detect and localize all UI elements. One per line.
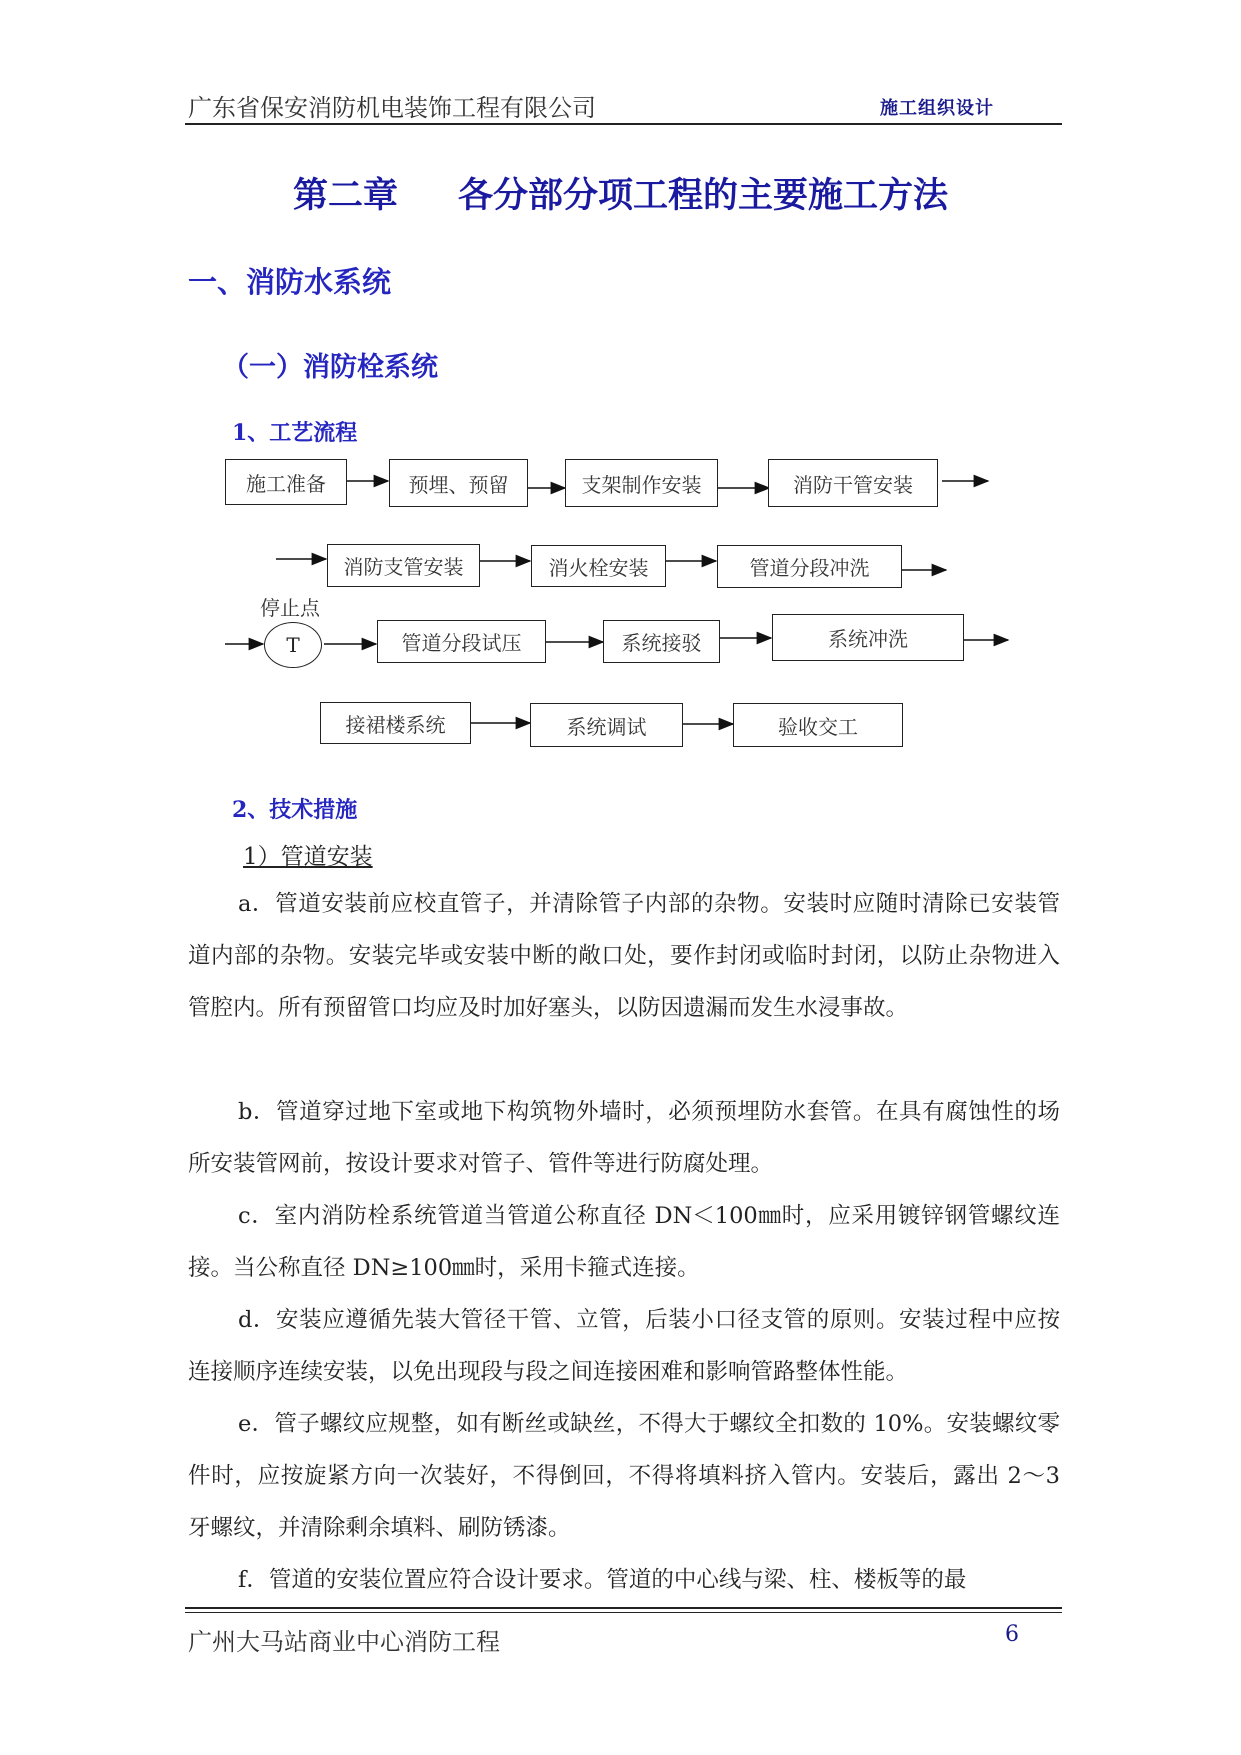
paragraph-d: d．安装应遵循先装大管径干管、立管，后装小口径支管的原则。安装过程中应按连接顺序连续安装，以免出现段与段之间连接困难和影响管路整体性能。 — [188, 1307, 1060, 1385]
chapter-name: 各分部分项工程的主要施工方法 — [458, 175, 949, 216]
paragraph-e: e．管子螺纹应规整，如有断丝或缺丝，不得大于螺纹全扣数的 10%。安装螺纹零件时，应按旋紧方向一次装好，不得倒回，不得将填料挤入管内。安装后，露出 2～3 牙螺纹，并清除剩余填料、刷防锈漆。 — [188, 1411, 1060, 1541]
flow-step-segment-flushing: 管道分段冲洗 — [717, 545, 902, 588]
flow-step-segment-pressure-test: 管道分段试压 — [377, 620, 546, 663]
process-flow-arrows — [0, 0, 1241, 780]
flow-step-main-pipe-install: 消防干管安装 — [768, 459, 938, 507]
header-doc-type: 施工组织设计 — [880, 98, 994, 119]
flow-step-branch-pipe-install: 消防支管安装 — [327, 544, 480, 587]
section-heading: 一、消防水系统 — [188, 265, 392, 299]
paragraph-f: f．管道的安装位置应符合设计要求。管道的中心线与梁、柱、楼板等的最 — [238, 1567, 967, 1593]
flow-step-construction-prep: 施工准备 — [225, 459, 347, 505]
paragraph-b: b．管道穿过地下室或地下构筑物外墙时，必须预埋防水套管。在具有腐蚀性的场所安装管网前，按设计要求对管子、管件等进行防腐处理。 — [188, 1099, 1060, 1177]
flow-step-bracket-install: 支架制作安装 — [565, 459, 718, 507]
header-company: 广东省保安消防机电装饰工程有限公司 — [188, 94, 596, 122]
item-heading-process-flow: 1、工艺流程 — [232, 420, 358, 446]
flow-step-system-commissioning: 系统调试 — [530, 703, 683, 747]
subitem-pipe-installation: 1）管道安装 — [243, 844, 373, 870]
flow-step-acceptance-handover: 验收交工 — [733, 703, 903, 747]
flow-step-system-connection: 系统接驳 — [603, 620, 720, 663]
flow-step-podium-connection: 接裙楼系统 — [320, 702, 471, 744]
stop-point-symbol: T — [264, 622, 322, 668]
item-heading-technical-measures: 2、技术措施 — [232, 797, 358, 823]
flow-step-hydrant-install: 消火栓安装 — [531, 545, 666, 587]
paragraph-a: a．管道安装前应校直管子，并清除管子内部的杂物。安装时应随时清除已安装管道内部的杂物。安装完毕或安装中断的敞口处，要作封闭或临时封闭，以防止杂物进入管腔内。所有预留管口均应及时加好塞头，以防因遗漏而发生水浸事故。 — [188, 891, 1060, 1021]
chapter-number: 第二章 — [292, 175, 398, 216]
subsection-heading: （一）消防栓系统 — [222, 352, 438, 383]
footer-project: 广州大马站商业中心消防工程 — [188, 1628, 500, 1656]
footer-rule-thin — [185, 1612, 1062, 1613]
paragraph-c: c．室内消防栓系统管道当管道公称直径 DN＜100㎜时，应采用镀锌钢管螺纹连接。当公称直径 DN≥100㎜时，采用卡箍式连接。 — [188, 1203, 1060, 1281]
page-number: 6 — [1005, 1622, 1019, 1647]
flow-step-system-flushing: 系统冲洗 — [772, 614, 964, 661]
flow-step-embedding: 预埋、预留 — [389, 459, 528, 507]
stop-point-label: 停止点 — [260, 596, 320, 620]
footer-rule — [185, 1607, 1062, 1609]
